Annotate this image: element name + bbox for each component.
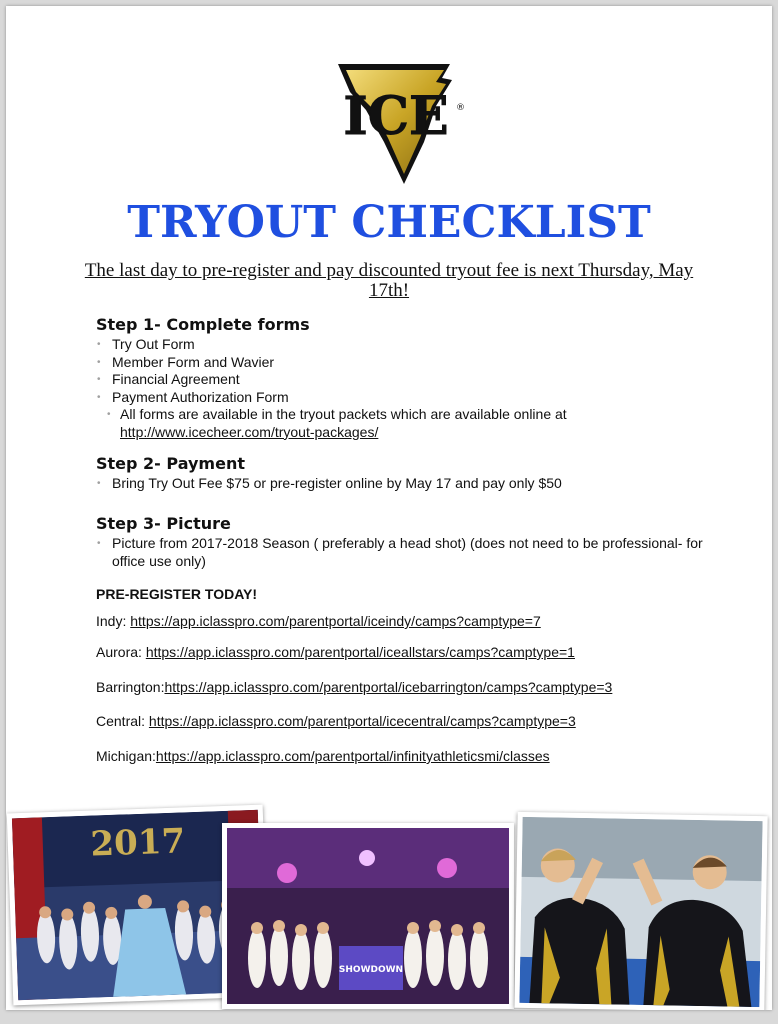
- list-item: • Bring Try Out Fee $75 or pre-register online by May 17 and pay only $50: [96, 475, 716, 493]
- forms-note: [106, 406, 716, 441]
- list-item: • Picture from 2017-2018 Season ( preferably a head shot) (does not need to be professional- for office use only): [96, 535, 716, 570]
- barrington-register-link[interactable]: https://app.iclasspro.com/parentportal/icebarrington/camps?camptype=3: [164, 679, 613, 695]
- location-name: Central:: [96, 713, 149, 729]
- list-item: • Member Form and Wavier: [96, 354, 716, 372]
- showdown-banner-text: SHOWDOWN: [338, 965, 404, 975]
- checklist-page: [6, 6, 772, 1010]
- location-name: Aurora:: [96, 644, 146, 660]
- step-2-list: [96, 475, 716, 493]
- location-central: [96, 713, 576, 730]
- stage-banner-text: 2017: [89, 821, 186, 865]
- athletes-photo-image: [519, 817, 762, 1007]
- step-1-section: [96, 315, 716, 441]
- deadline-notice: The last day to pre-register and pay discounted tryout fee is next Thursday, May 17th!: [84, 260, 694, 301]
- team-photo-banner: [222, 823, 514, 1009]
- michigan-register-link[interactable]: https://app.iclasspro.com/parentportal/infinityathleticsmi/classes: [155, 748, 550, 764]
- tryout-packages-link[interactable]: http://www.icecheer.com/tryout-packages/: [120, 423, 379, 440]
- step-3-section: [96, 514, 716, 570]
- location-name: Indy:: [96, 613, 131, 629]
- step-2-title: Step 2- Payment: [96, 454, 245, 473]
- team-photo-banner-image: [227, 828, 509, 1004]
- location-aurora: [96, 644, 575, 661]
- location-michigan: [96, 748, 550, 765]
- ice-logo-text: ICE: [343, 86, 449, 147]
- indy-register-link[interactable]: https://app.iclasspro.com/parentportal/iceindy/camps?camptype=7: [130, 613, 541, 629]
- ice-logo: [332, 56, 472, 188]
- location-name: Barrington:: [96, 679, 165, 695]
- page-title: TRYOUT CHECKLIST: [127, 197, 651, 248]
- location-indy: [96, 613, 541, 630]
- step-2-section: [96, 454, 716, 493]
- aurora-register-link[interactable]: https://app.iclasspro.com/parentportal/iceallstars/camps?camptype=1: [145, 644, 575, 660]
- forms-note-text: All forms are available in the tryout packets which are available online at: [120, 406, 567, 422]
- location-name: Michigan:: [96, 748, 156, 764]
- central-register-link[interactable]: https://app.iclasspro.com/parentportal/icecentral/camps?camptype=3: [148, 713, 576, 729]
- step-3-list: [96, 535, 716, 570]
- list-item: • Try Out Form: [96, 336, 716, 354]
- list-item: • Payment Authorization Form: [96, 389, 716, 407]
- step-3-title: Step 3- Picture: [96, 514, 231, 533]
- preregister-heading: PRE-REGISTER TODAY!: [96, 586, 258, 602]
- step-1-title: Step 1- Complete forms: [96, 315, 310, 334]
- step-1-list: [96, 336, 716, 441]
- ice-logo-graphic: [332, 56, 472, 188]
- registered-mark: ®: [456, 103, 465, 113]
- location-barrington: [96, 679, 612, 696]
- athletes-photo: [514, 812, 767, 1010]
- list-item: • Financial Agreement: [96, 371, 716, 389]
